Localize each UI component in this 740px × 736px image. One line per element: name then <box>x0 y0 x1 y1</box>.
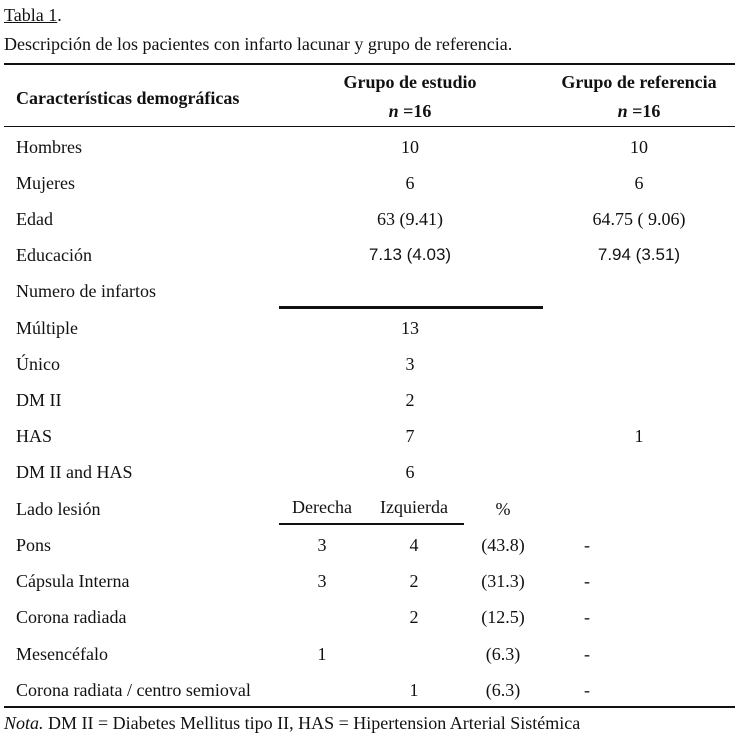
side-label: Lado lesión <box>16 499 101 519</box>
side-row-reference: - <box>584 680 590 700</box>
side-row-label: Corona radiata / centro semioval <box>16 680 251 700</box>
row-study-value: 2 <box>405 390 415 410</box>
row-study-value: 6 <box>405 462 415 482</box>
side-row-left: 4 <box>409 535 419 555</box>
row-reference-value: 1 <box>634 426 644 446</box>
header-rule <box>4 126 735 127</box>
row-label: Mujeres <box>16 173 75 193</box>
study-n-symbol: n <box>388 101 399 121</box>
side-row-percent: (6.3) <box>485 644 521 664</box>
side-row-percent: (31.3) <box>481 571 525 591</box>
row-study-value: 7 <box>405 426 415 446</box>
row-study-value: 10 <box>401 137 419 157</box>
side-row-left: 1 <box>409 680 419 700</box>
side-row-label: Cápsula Interna <box>16 571 130 591</box>
row-reference-value: 64.75 ( 9.06) <box>592 209 686 229</box>
side-row-right: 1 <box>317 644 327 664</box>
table-title: Descripción de los pacientes con infarto lacunar y grupo de referencia. <box>4 34 513 54</box>
row-label: Hombres <box>16 137 82 157</box>
infarct-subrule <box>279 306 543 309</box>
side-row-label: Pons <box>16 535 52 555</box>
reference-n-symbol: n <box>617 101 628 121</box>
header-characteristics: Características demográficas <box>16 88 240 108</box>
side-row-percent: (43.8) <box>481 535 525 555</box>
table-label: Tabla 1 <box>4 5 58 25</box>
side-row-reference: - <box>584 644 590 664</box>
reference-n-value: =16 <box>627 101 661 121</box>
side-row-reference: - <box>584 607 590 627</box>
table-caption <box>4 4 62 26</box>
side-row-right: 3 <box>317 535 327 555</box>
side-row-percent: (12.5) <box>481 607 525 627</box>
row-study-value: 6 <box>405 173 415 193</box>
header-reference-n <box>550 100 728 122</box>
header-study-group: Grupo de estudio <box>343 72 477 92</box>
side-percent-header: % <box>495 499 511 519</box>
row-label: DM II and HAS <box>16 462 133 482</box>
row-label: Múltiple <box>16 318 78 338</box>
header-reference-group: Grupo de referencia <box>561 72 717 92</box>
side-row-percent: (6.3) <box>485 680 521 700</box>
row-label: HAS <box>16 426 53 446</box>
row-label: Educación <box>16 245 92 265</box>
side-row-label: Mesencéfalo <box>16 644 108 664</box>
header-study-n <box>330 100 490 122</box>
row-label: DM II <box>16 390 62 410</box>
row-reference-value: 7.94 (3.51) <box>597 245 681 264</box>
top-rule <box>4 63 735 65</box>
side-left-header: Izquierda <box>380 497 448 517</box>
row-label: Único <box>16 354 60 374</box>
row-study-value: 7.13 (4.03) <box>368 245 452 264</box>
row-study-value: 13 <box>401 318 419 338</box>
row-reference-value: 6 <box>634 173 644 193</box>
row-study-value: 3 <box>405 354 415 374</box>
study-n-value: =16 <box>398 101 432 121</box>
row-study-value: 63 (9.41) <box>377 209 443 229</box>
row-label: Numero de infartos <box>16 281 156 301</box>
row-label: Edad <box>16 209 53 229</box>
side-row-left: 2 <box>409 607 419 627</box>
side-row-left: 2 <box>409 571 419 591</box>
side-row-reference: - <box>584 535 590 555</box>
side-row-reference: - <box>584 571 590 591</box>
bottom-rule <box>4 706 735 708</box>
table-note <box>4 712 580 734</box>
note-prefix: Nota. <box>4 713 44 733</box>
side-right-header: Derecha <box>292 497 352 517</box>
side-subrule <box>279 523 464 525</box>
table-label-period: . <box>57 5 62 25</box>
row-reference-value: 10 <box>630 137 648 157</box>
side-row-label: Corona radiada <box>16 607 127 627</box>
note-text: DM II = Diabetes Mellitus tipo II, HAS = Hipertension Arterial Sistémica <box>43 713 581 733</box>
side-row-right: 3 <box>317 571 327 591</box>
